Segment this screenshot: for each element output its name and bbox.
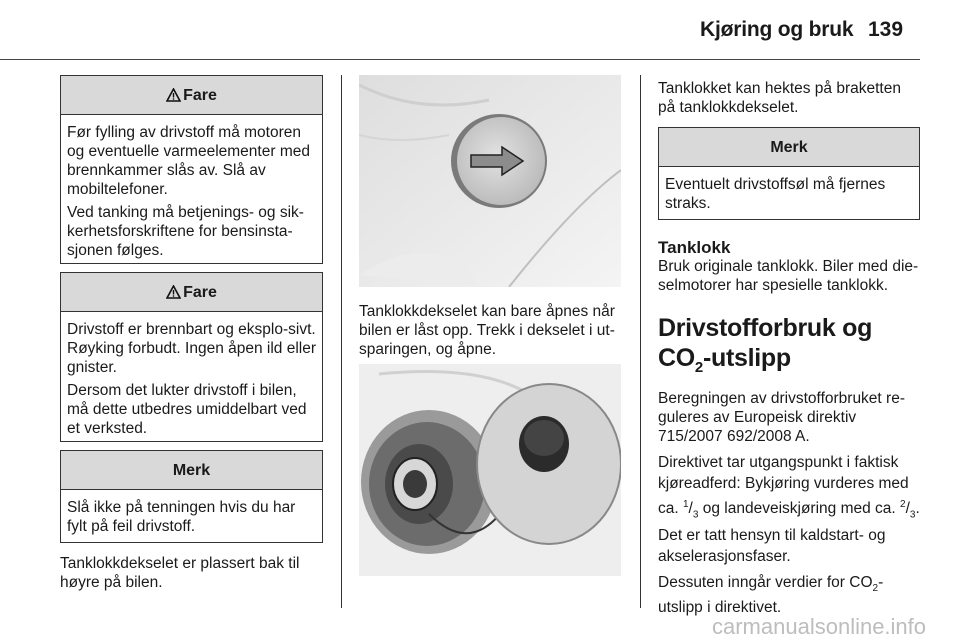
note-box bbox=[60, 450, 323, 543]
page-title: Kjøring og bruk bbox=[700, 18, 854, 41]
fraction-denominator: 3 bbox=[909, 509, 916, 521]
watermark: carmanualsonline.info bbox=[712, 614, 927, 639]
section-heading-co: CO bbox=[658, 344, 695, 372]
body-text: Tanklokkdekselet er plassert bak til høyre på bilen. bbox=[60, 555, 300, 591]
fraction-numerator: 2 bbox=[900, 499, 906, 510]
page-number: 139 bbox=[868, 18, 904, 41]
body-text bbox=[658, 573, 920, 617]
body-text: Tanklokket kan hektes på braketten på tanklokkdekselet. bbox=[658, 80, 901, 116]
warning-paragraph: Drivstoff er brennbart og eksplo-sivt. Røyking forbudt. Ingen åpen ild eller gnister. bbox=[67, 321, 317, 376]
note-header: Merk bbox=[659, 128, 919, 167]
text-fragment: -utslipp i direktivet. bbox=[658, 574, 884, 617]
warning-box bbox=[60, 272, 323, 442]
body-text: Bruk originale tanklokk. Biler med die-selmotorer har spesielle tanklokk. bbox=[658, 258, 919, 294]
text-fragment: og landeveiskjøring med ca. bbox=[698, 500, 901, 518]
section-heading bbox=[658, 313, 920, 383]
warning-label: Fare bbox=[183, 283, 217, 301]
body-text-fractions: Direktivet tar utgangspunkt i faktisk kjøreadferd: Bykjøring vurderes med ca. $^1/_3$ og landeveiskjøring med ca. $^2/_3$. Det er tatt hensyn til kaldstart- og akselerasjonsfaser. bbox=[658, 454, 920, 566]
page-header bbox=[0, 0, 960, 60]
note-header: Merk bbox=[61, 451, 322, 490]
warning-paragraph: Før fylling av drivstoff må motoren og eventuelle varmeelementer med brennkammer slås av. Slå av mobiltelefoner. bbox=[67, 124, 310, 198]
image-caption: Tanklokkdekselet kan bare åpnes når bilen er låst opp. Trekk i dekselet i ut-sparingen, og åpne. bbox=[359, 303, 615, 358]
warning-triangle-icon bbox=[166, 88, 181, 102]
subscript: 2 bbox=[872, 583, 879, 595]
column-divider bbox=[640, 75, 641, 608]
note-text: Slå ikke på tenningen hvis du har fylt på feil drivstoff. bbox=[67, 499, 296, 535]
header-rule bbox=[0, 59, 920, 60]
fraction-denominator: 3 bbox=[692, 509, 699, 521]
text-fragment: . Det er tatt hensyn til kaldstart- og akselerasjonsfaser. bbox=[658, 500, 920, 566]
section-heading-rest: -utslipp bbox=[702, 344, 791, 372]
section-heading-line1: Drivstofforbruk og bbox=[658, 314, 873, 342]
fraction-numerator: 1 bbox=[682, 499, 689, 510]
fuel-door-closed-image bbox=[359, 75, 621, 287]
text-fragment: Dessuten inngår verdier for CO bbox=[658, 574, 873, 592]
fuel-cap-open-image bbox=[359, 364, 621, 576]
column-left bbox=[60, 75, 323, 592]
warning-paragraph: Dersom det lukter drivstoff i bilen, må dette utbedres umiddelbart ved et verksted. bbox=[67, 382, 307, 437]
column-divider bbox=[341, 75, 342, 608]
warning-triangle-icon bbox=[166, 285, 181, 299]
body-text: Beregningen av drivstofforbruket re-guleres av Europeisk direktiv 715/2007 692/2008 A. bbox=[658, 390, 905, 445]
section-heading-sub: 2 bbox=[694, 359, 703, 376]
column-right bbox=[658, 79, 920, 617]
warning-label: Fare bbox=[183, 86, 217, 104]
warning-box bbox=[60, 75, 323, 264]
note-box bbox=[658, 127, 920, 220]
warning-paragraph: Ved tanking må betjenings- og sik-kerhetsforskriftene for bensinsta-sjonen følges. bbox=[67, 204, 304, 259]
note-text: Eventuelt drivstoffsøl må fjernes straks. bbox=[665, 176, 886, 212]
column-middle bbox=[359, 302, 625, 359]
warning-header bbox=[61, 76, 322, 115]
warning-header bbox=[61, 273, 322, 312]
subheading-tanklokk: Tanklokk bbox=[658, 238, 731, 257]
text-fragment: Direktivet tar utgangspunkt i faktisk kjøreadferd: Bykjøring vurderes med ca. bbox=[658, 454, 909, 518]
